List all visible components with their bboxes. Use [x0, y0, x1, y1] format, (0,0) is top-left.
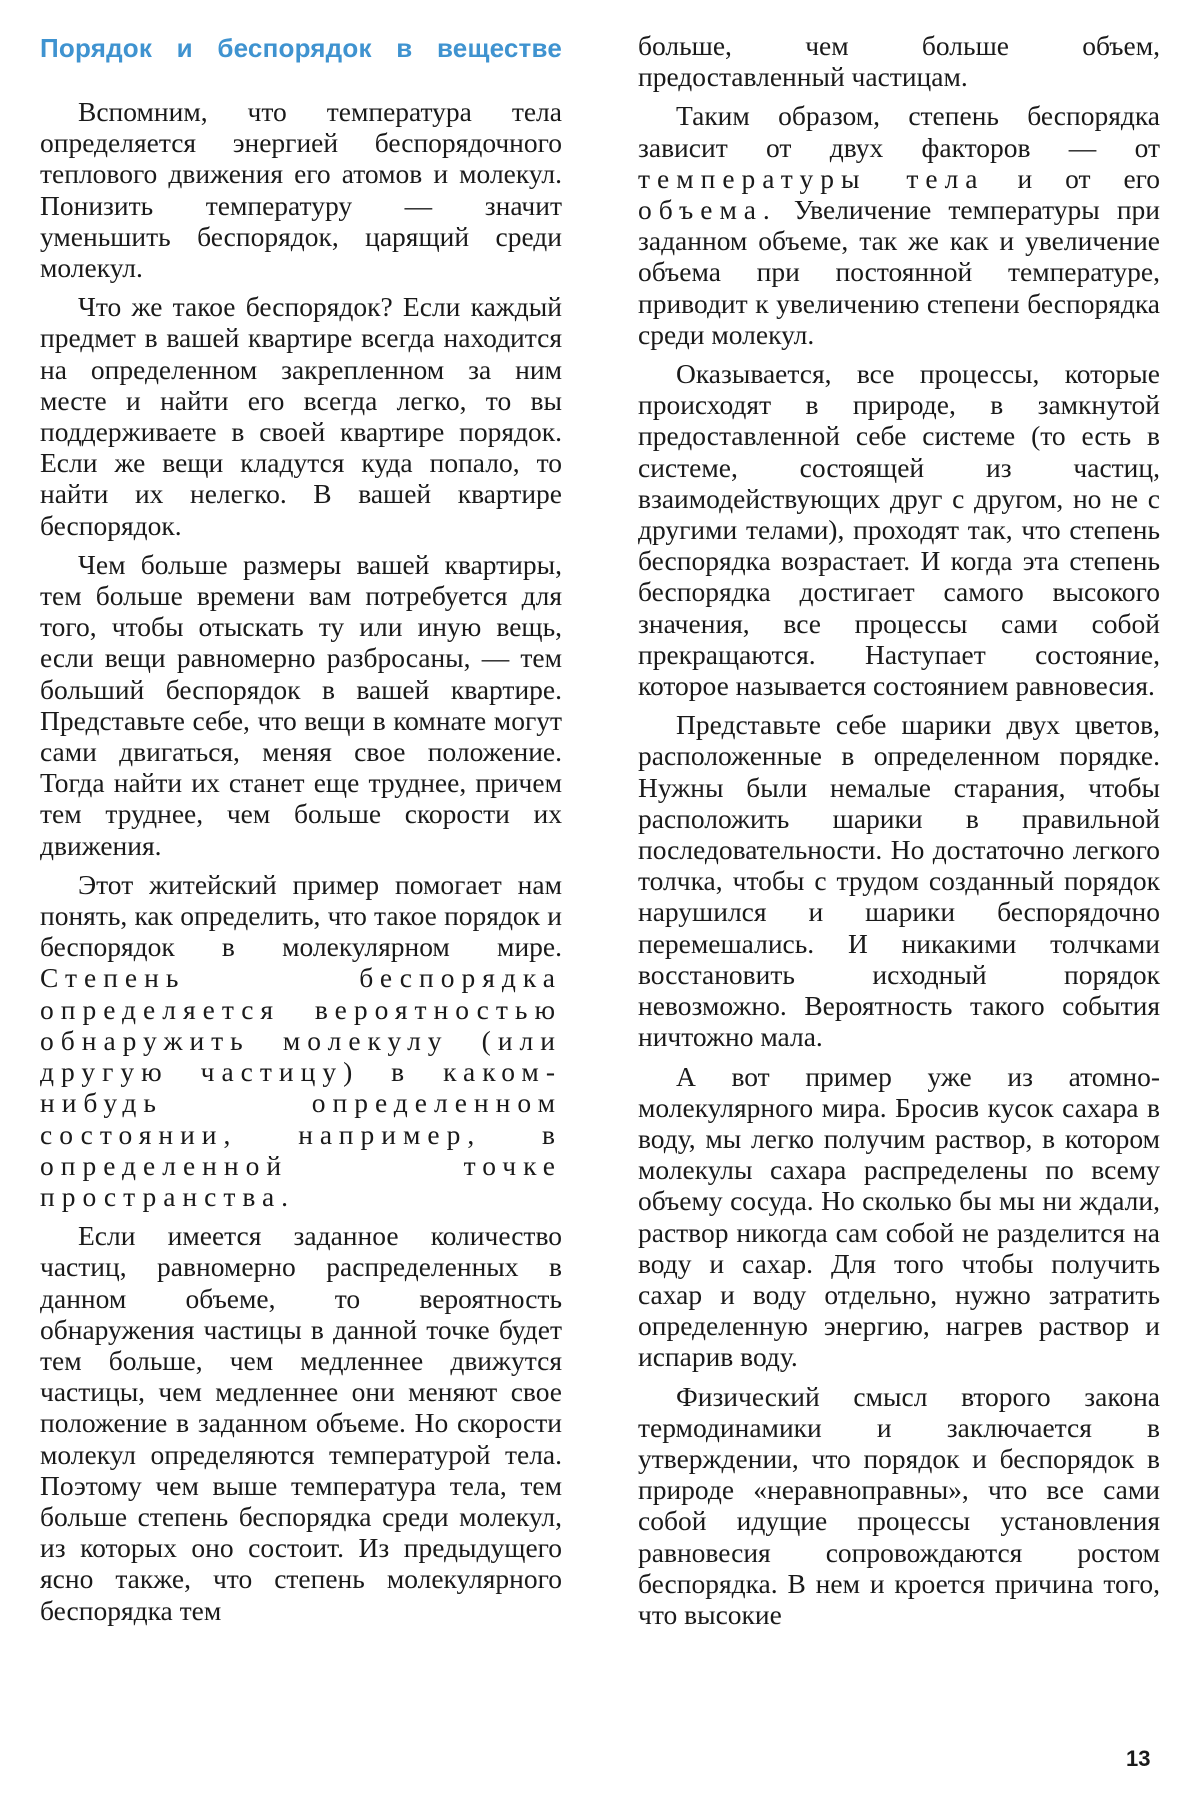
paragraph-sugar-example: А вот пример уже из атомно-молекулярного мира. Бросив кусок сахара в воду, мы легко получим раствор, в котором молекулы сахара распределены по всему объему сосуда. Но сколько бы мы ни ждали, раствор никогда сам собой не разделится на воду и сахар. Для того чтобы получить сахар и воду отдельно, нужно затратить определенную энергию, нагрев раствор и испарив воду. — [638, 1060, 1160, 1373]
emphasized-volume: объема. — [638, 194, 777, 226]
paragraph-text: Этот житейский пример помогает нам понять, как определить, что такое порядок и беспорядок в молекулярном мире. — [40, 868, 562, 963]
paragraph-temperature: Вспомним, что температура тела определяется энергией беспорядочного теплового движения его атомов и молекул. Понизить температуру — значит уменьшить беспорядок, царящий среди молекул. — [40, 96, 562, 284]
paragraph-text: и от его — [1017, 162, 1160, 194]
paragraph-second-law: Физический смысл второго закона термодинамики и заключается в утверждении, что порядок и беспорядок в природе «неравноправны», что все сами собой идущие процессы установления равновесия сопровождаются ростом беспорядка. В нем и кроется причина того, что высокие — [638, 1380, 1160, 1630]
section-title: Порядок и беспорядок в веществе — [40, 33, 562, 63]
paragraph-particle-probability: Если имеется заданное количество частиц, равномерно распределенных в данном объеме, то вероятность обнаружения частицы в данной точке будет тем больше, чем медленнее движутся частицы, чем медленнее они меняют свое положение в заданном объеме. Но скорости молекул определяются температурой тела. Поэтому чем выше температура тела, тем больше степень беспорядка среди молекул, из которых оно состоит. Из предыдущего ясно также, что степень молекулярного беспорядка тем — [40, 1220, 562, 1626]
paragraph-text: Увеличение температуры при заданном объеме, так же как и увеличение объема при постоянной температуре, приводит к увеличению степени беспорядка среди молекул. — [638, 194, 1160, 350]
paragraph-molecular-order — [40, 869, 562, 1212]
left-column — [40, 30, 562, 1634]
emphasized-definition: Степень беспорядка определяется вероятностью обнаружить молекулу (или другую частицу) в каком-нибудь определенном состоянии, например, в определенной точке пространства. — [40, 962, 562, 1212]
paragraph-equilibrium: Оказывается, все процессы, которые происходят в природе, в замкнутой предоставленной себе системе (то есть в системе, состоящей из частиц, взаимодействующих друг с другом, но не с другими телами), проходят так, что степень беспорядка возрастает. И когда эта степень беспорядка достигает самого высокого значения, все процессы сами собой прекращаются. Наступает состояние, которое называется состоянием равновесия. — [638, 358, 1160, 702]
paragraph-text: Таким образом, степень беспорядка зависит от двух факторов — от — [638, 100, 1160, 163]
right-column — [638, 30, 1160, 1638]
paragraph-what-is-disorder: Что же такое беспорядок? Если каждый предмет в вашей квартире всегда находится на определенном закрепленном за ним месте и найти его всегда легко, то вы поддерживаете в своей квартире порядок. Если же вещи кладутся куда попало, то найти их нелегко. В вашей квартире беспорядок. — [40, 291, 562, 541]
paragraph-two-factors — [638, 100, 1160, 350]
paragraph-continued: больше, чем больше объем, предоставленный частицам. — [638, 30, 1160, 93]
page-number: 13 — [1126, 1746, 1151, 1771]
paragraph-apartment-size: Чем больше размеры вашей квартиры, тем больше времени вам потребуется для того, чтобы отыскать ту или иную вещь, если вещи равномерно разбросаны, — тем больший беспорядок в вашей квартире. Представьте себе, что вещи в комнате могут сами двигаться, меняя свое положение. Тогда найти их станет еще труднее, причем тем труднее, чем больше скорости их движения. — [40, 548, 562, 861]
paragraph-balls-example: Представьте себе шарики двух цветов, расположенные в определенном порядке. Нужны были немалые старания, чтобы расположить шарики в правильной последовательности. Но достаточно легкого толчка, чтобы с трудом созданный порядок нарушился и шарики беспорядочно перемешались. И никакими толчками восстановить исходный порядок невозможно. Вероятность такого события ничтожно мала. — [638, 709, 1160, 1053]
emphasized-temperature: температуры тела — [638, 162, 985, 194]
